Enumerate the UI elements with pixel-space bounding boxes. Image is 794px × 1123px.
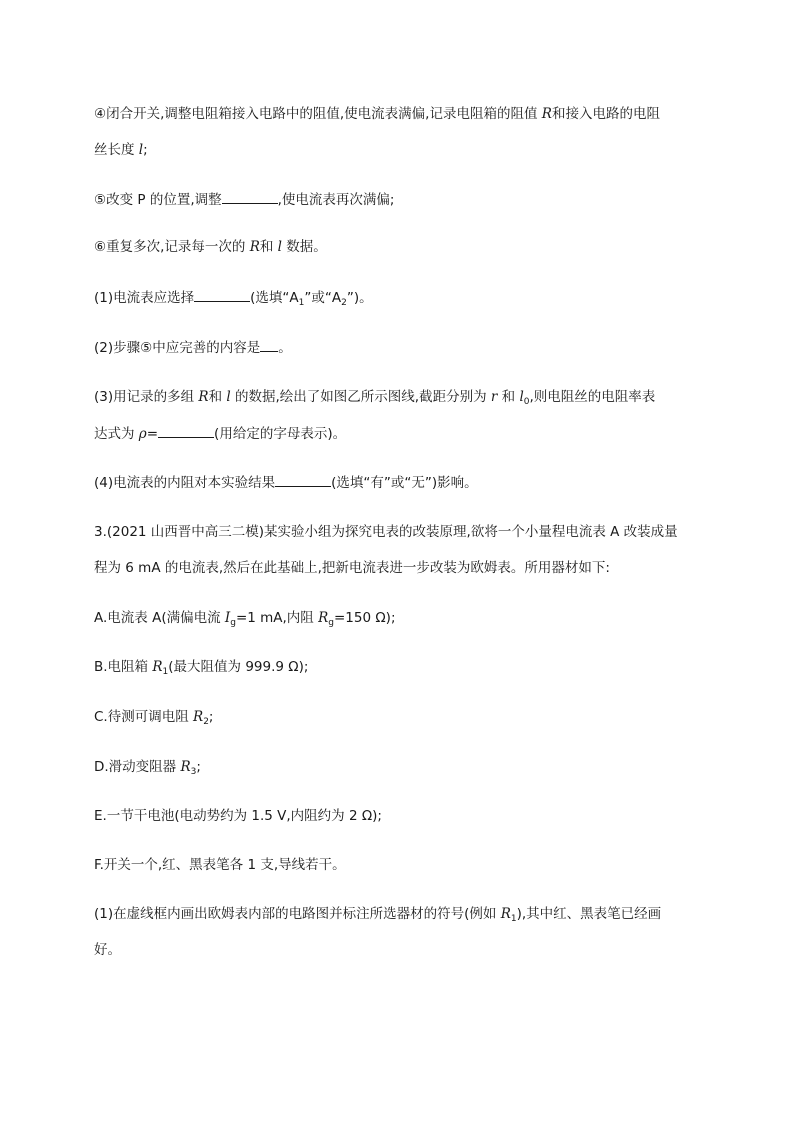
var-l: l xyxy=(138,142,144,158)
subscript: 1 xyxy=(298,298,305,308)
text: (2)步骤⑤中应完善的内容是 xyxy=(94,340,261,356)
item-f xyxy=(94,855,346,875)
text: ; xyxy=(208,709,214,725)
var-l0: l xyxy=(519,389,524,405)
text: ; xyxy=(196,759,201,775)
text: ),其中红、黑表笔已经画 xyxy=(516,906,662,922)
text: ⑥重复多次,记录每一次的 xyxy=(94,239,250,255)
text: A.电流表 A(满偏电流 xyxy=(94,610,225,626)
answer-blank[interactable] xyxy=(222,189,278,204)
text: (选填“有”或“无”)影响。 xyxy=(331,475,478,491)
var-R: R xyxy=(541,106,552,122)
answer-blank[interactable] xyxy=(260,337,278,352)
subscript: g xyxy=(230,618,236,628)
text: 丝长度 xyxy=(94,142,139,158)
question-3-line2 xyxy=(94,423,346,444)
text: C.待测可调电阻 xyxy=(94,709,194,725)
subscript: 1 xyxy=(510,914,517,924)
text: ④闭合开关,调整电阻箱接入电路中的阻值,使电流表满偏,记录电阻箱的阻值 xyxy=(94,106,542,122)
var-R: R xyxy=(500,906,511,922)
step4-line2 xyxy=(94,140,148,160)
text: (1)电流表应选择 xyxy=(94,290,195,306)
var-rho: ρ xyxy=(138,426,147,442)
var-I: I xyxy=(224,610,231,626)
text: ; xyxy=(143,142,148,158)
text: F.开关一个,红、黑表笔各 1 支,导线若干。 xyxy=(94,857,346,873)
text: B.电阻箱 xyxy=(94,659,153,675)
step6-line xyxy=(94,237,327,257)
text: (3)用记录的多组 xyxy=(94,389,199,405)
text: 和 xyxy=(497,389,520,405)
var-R: R xyxy=(152,659,163,675)
text: = xyxy=(146,426,159,442)
subscript: 2 xyxy=(203,717,209,727)
text: ”)。 xyxy=(346,290,373,306)
var-R: R xyxy=(180,759,191,775)
text: ⑤改变 P 的位置,调整 xyxy=(94,192,222,208)
text: ,则电阻丝的电阻率表 xyxy=(529,389,656,405)
item-d xyxy=(94,757,201,777)
text: 达式为 xyxy=(94,426,139,442)
item-e xyxy=(94,806,382,826)
text: (用给定的字母表示)。 xyxy=(214,426,347,442)
var-r: r xyxy=(490,389,498,405)
question-4 xyxy=(94,472,478,493)
answer-blank[interactable] xyxy=(158,423,214,438)
text: 和 xyxy=(259,239,278,255)
question-1 xyxy=(94,287,373,308)
problem-3-line2 xyxy=(94,558,610,578)
text: 数据。 xyxy=(281,239,327,255)
step5-line xyxy=(94,189,394,210)
text: 和 xyxy=(208,389,227,405)
var-R: R xyxy=(193,709,204,725)
question-3-line1 xyxy=(94,387,655,407)
answer-blank[interactable] xyxy=(194,287,250,302)
item-a xyxy=(94,608,396,628)
var-l: l xyxy=(226,389,231,405)
sub-question-1-line1 xyxy=(94,904,661,924)
text: 3.(2021 山西晋中高三二模)某实验小组为探究电表的改装原理,欲将一个小量程电流表 A 改装成量 xyxy=(94,524,678,540)
text: E.一节干电池(电动势约为 1.5 V,内阻约为 2 Ω); xyxy=(94,808,382,824)
subscript: 0 xyxy=(523,397,530,407)
var-R: R xyxy=(318,610,329,626)
text: (最大阻值为 999.9 Ω); xyxy=(168,659,309,675)
text: 和接入电路的电阻 xyxy=(551,106,660,122)
text: 程为 6 mA 的电流表,然后在此基础上,把新电流表进一步改装为欧姆表。所用器材如下: xyxy=(94,560,610,576)
text: (4)电流表的内阻对本实验结果 xyxy=(94,475,276,491)
var-l: l xyxy=(277,239,282,255)
var-R: R xyxy=(249,239,260,255)
text: (1)在虚线框内画出欧姆表内部的电路图并标注所选器材的符号(例如 xyxy=(94,906,501,922)
subscript: 1 xyxy=(162,667,169,677)
text: ,使电流表再次满偏; xyxy=(277,192,395,208)
text: D.滑动变阻器 xyxy=(94,759,181,775)
subscript: g xyxy=(328,618,334,628)
text: 好。 xyxy=(94,942,121,958)
text: =1 mA,内阻 xyxy=(235,610,319,626)
text: 的数据,绘出了如图乙所示图线,截距分别为 xyxy=(230,389,491,405)
text: (选填“A xyxy=(250,290,299,306)
question-2 xyxy=(94,337,292,358)
text: ”或“A xyxy=(304,290,342,306)
var-R: R xyxy=(198,389,209,405)
subscript: 2 xyxy=(341,298,347,308)
item-c xyxy=(94,707,213,727)
problem-3-line1 xyxy=(94,522,678,542)
item-b xyxy=(94,657,308,677)
answer-blank[interactable] xyxy=(275,472,331,487)
step4-line1 xyxy=(94,104,660,124)
text: =150 Ω); xyxy=(334,610,396,626)
sub-question-1-line2 xyxy=(94,940,121,960)
subscript: 3 xyxy=(190,767,197,777)
text: 。 xyxy=(278,340,292,356)
